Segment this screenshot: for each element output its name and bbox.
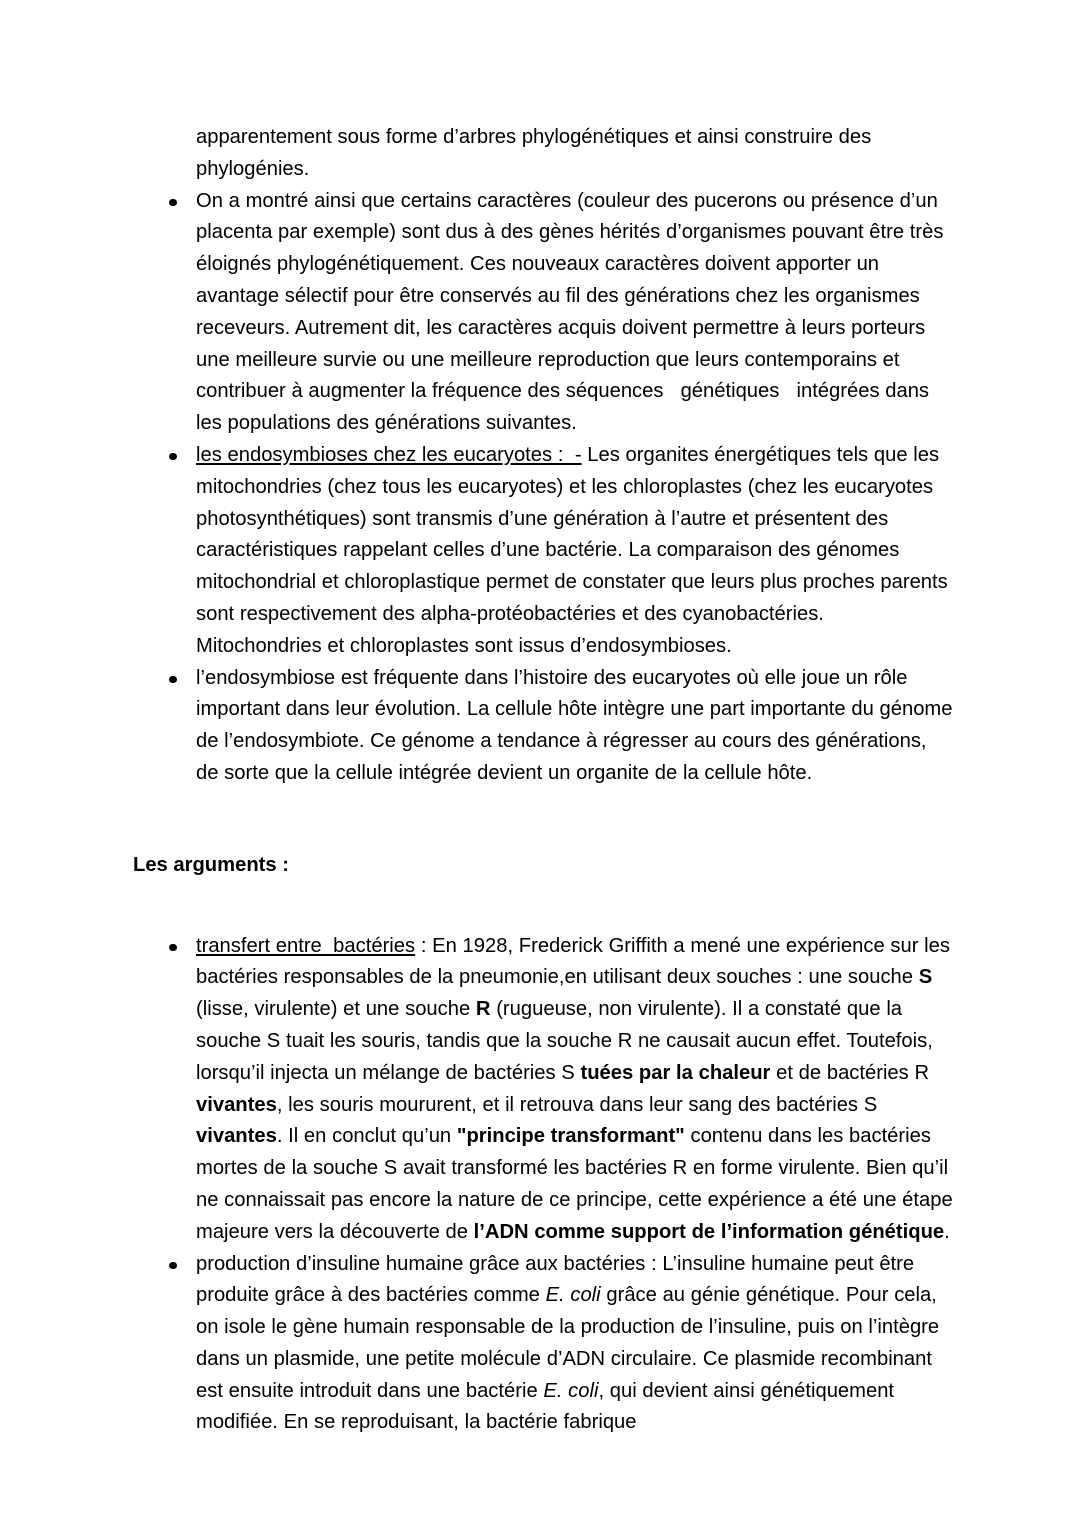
bullet-text-production-insuline	[196, 1253, 945, 1434]
transfert-seg-7: contenu dans les bactéries mortes de la souche S avait transformé les bactéries R en forme virulente. Bien qu’il ne connaissait pas encore la nature de ce principe, cette expérience a été une étape majeure vers la découverte de	[196, 1125, 959, 1243]
bullet-text-endosymbioses-eucaryotes	[196, 444, 953, 657]
underlined-lead-endosymbioses: les endosymbioses chez les eucaryotes : -	[196, 443, 582, 466]
e-coli-italic-1: E. coli	[545, 1284, 601, 1307]
transfert-seg-4: et de bactéries R	[770, 1061, 935, 1084]
document-body	[133, 122, 959, 1439]
page-title: Les arguments :	[133, 853, 289, 876]
list-item	[133, 186, 953, 440]
e-coli-italic-2: E. coli	[543, 1379, 599, 1402]
bullet-text-endosymbiose-frequente: l’endosymbiose est fréquente dans l’histoire des eucaryotes où elle joue un rôle important dans leur évolution. La cellule hôte intègre une part importante du génome de l’endosymbiote. Ce génome a tendance à régresser au cours des générations, de sorte que la cellule intégrée devient un organite de la cellule hôte.	[196, 666, 959, 784]
vivantes-bold-1: vivantes	[196, 1093, 277, 1116]
second-bullet-list	[133, 931, 959, 1440]
list-item	[133, 1249, 953, 1440]
transfert-seg-5: , les souris moururent, et il retrouva dans leur sang des bactéries S	[276, 1093, 883, 1116]
transfert-seg-1: : En 1928, Frederick Griffith a mené une expérience sur les bactéries responsables de la pneumonie,en utilisant deux souches : une souche	[196, 934, 956, 989]
underlined-lead-transfert: transfert entre bactéries	[196, 934, 416, 957]
continuation-paragraph: apparentement sous forme d’arbres phylogénétiques et ainsi construire des phylogénies.	[196, 126, 877, 180]
insuline-seg-3: , qui devient ainsi génétiquement modifiée. En se reproduisant, la bactérie fabrique	[196, 1379, 900, 1434]
bullet-text-transfert-bacteries	[196, 935, 958, 1243]
transfert-seg-3: (rugueuse, non virulente). Il a constaté que la souche S tuait les souris, tandis que la souche R ne causait aucun effet. Toutefois, lorsqu’il injecta un mélange de bactéries S	[196, 998, 939, 1084]
transfert-seg-8: .	[944, 1220, 950, 1243]
first-bullet-list	[133, 186, 959, 790]
principe-transformant-bold: "principe transformant"	[456, 1125, 685, 1148]
list-item	[133, 663, 959, 790]
insuline-seg-2: grâce au génie génétique. Pour cela, on isole le gène humain responsable de la production de l’insuline, puis on l’intègre dans un plasmide, une petite molécule d’ADN circulaire. Ce plasmide recombinant est ensuite introduit dans une bactérie	[196, 1284, 945, 1402]
transfert-seg-6: . Il en conclut qu’un	[276, 1125, 457, 1148]
bullet-body-endosymbioses: Les organites énergétiques tels que les mitochondries (chez tous les eucaryotes) et les chloroplastes (chez les eucaryotes photosynthétiques) sont transmis d’une génération à l’autre et présentent des caractéristiques rappelant celles d’une bactérie. La comparaison des génomes mitochondrial et chloroplastique permet de constater que leurs plus proches parents sont respectivement des alpha-protéobactéries et des cyanobactéries. Mitochondries et chloroplastes sont issus d’endosymbioses.	[196, 443, 954, 657]
bullet-text-caracteres-herites: On a montré ainsi que certains caractères (couleur des pucerons ou présence d’un placenta par exemple) sont dus à des gènes hérités d’organismes pouvant être très éloignés phylogénétiquement. Ces nouveaux caractères doivent apporter un avantage sélectif pour être conservés au fil des générations chez les organismes receveurs. Autrement dit, les caractères acquis doivent permettre à leurs porteurs une meilleure survie ou une meilleure reproduction que leurs contemporains et contribuer à augmenter la fréquence des séquences génétiques intégrées dans les populations des générations suivantes.	[196, 189, 950, 435]
souche-r-bold: R	[475, 998, 491, 1021]
transfert-seg-2: (lisse, virulente) et une souche	[196, 966, 938, 1021]
vivantes-bold-2: vivantes	[196, 1125, 277, 1148]
adn-support-information-genetique-bold: l’ADN comme support de l’information génétique	[473, 1220, 945, 1243]
list-item	[133, 931, 959, 1249]
list-item	[133, 440, 953, 663]
tuees-par-la-chaleur-bold: tuées par la chaleur	[580, 1061, 771, 1084]
insuline-seg-1: production d’insuline humaine grâce aux bactéries : L’insuline humaine peut être produite grâce à des bactéries comme	[196, 1252, 920, 1307]
souche-s-bold: S	[918, 966, 933, 989]
spacer-before-heading	[133, 790, 953, 850]
spacer-after-heading	[133, 882, 953, 931]
